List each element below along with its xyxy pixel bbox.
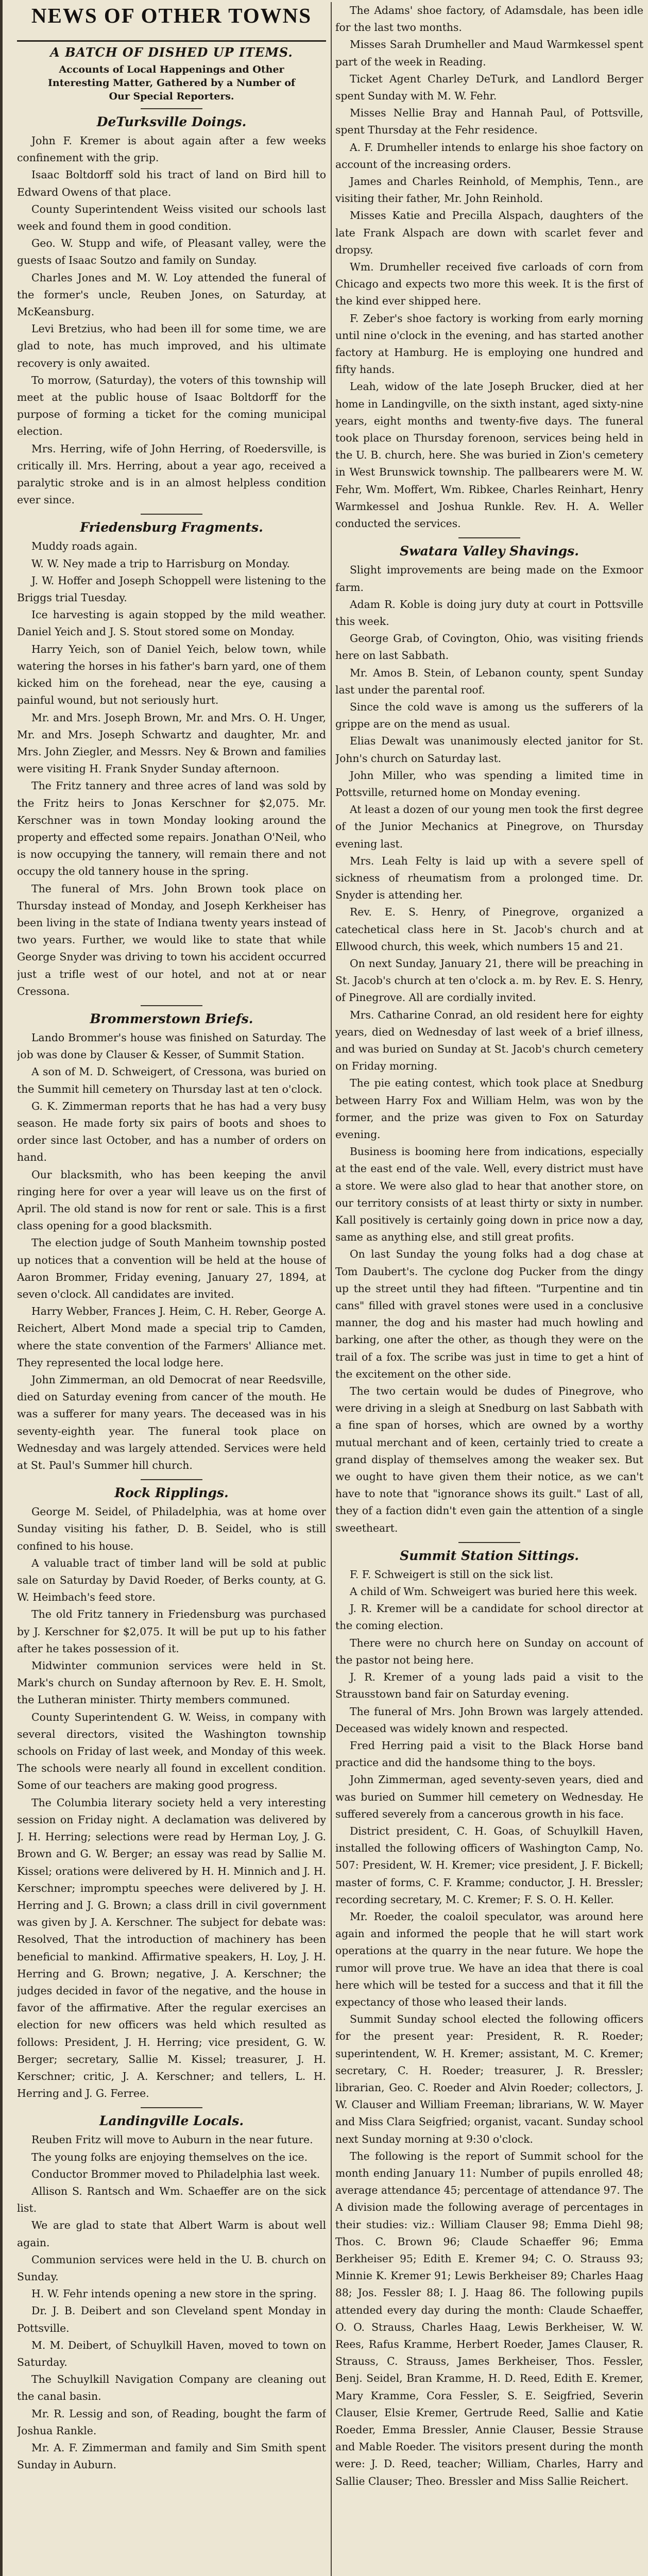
news-item: On last Sunday the young folks had a dog chase at Tom Daubert's. The cyclone dog Pucker from the dingy up the street until they had fifteen. "Turpentine and tin cans" filled with gravel stones were used in a conclusive manner, the dog and his master had much howling and barking, one after the other, as though they were on the trail of a fox. The scribe was just in time to get a hint of the excitement on the other side.	[335, 1248, 643, 1380]
news-item: Slight improvements are being made on the Exmoor farm.	[335, 564, 643, 594]
news-item: The funeral of Mrs. John Brown took place on Thursday instead of Monday, and Joseph Kerkheiser has been living in the state of Indiana twenty years instead of two years. Further, we would like to state that while George Snyder was driving to town his accident occurred just a trifle west of our hotel, and not at or near Cressona.	[17, 882, 326, 997]
news-item: Harry Yeich, son of Daniel Yeich, below town, while watering the horses in his father's barn yard, one of them kicked him on the forehead, near the eye, causing a painful wound, but not seriously hurt.	[17, 642, 326, 707]
news-item: Elias Dewalt was unanimously elected janitor for St. John's church on Saturday last.	[335, 735, 643, 765]
news-item: The two certain would be dudes of Pinegrove, who were driving in a sleigh at Snedburg on last Sabbath with a fine span of horses, which are owned by a worthy mutual merchant and of keen, certainly tried to create a grand display of themselves among the weaker sex. But we ought to have given them their notice, as we can't have to note that "ignorance shows its guilt." Last of all, they of a faction didn't even gain the attention of a single sweetheart.	[335, 1385, 643, 1534]
news-item: J. R. Kremer will be a candidate for school director at the coming election.	[335, 1602, 643, 1632]
news-item: The following is the report of Summit school for the month ending January 11: Number of pupils enrolled 48; average attendance 45; percentage of attendance 97. The A division made the following average of percentages in their studies: viz.: William Clauser 98; Emma Diehl 98; Thos. C. Brown 96; Claude Schaeffer 96; Emma Berkheiser 95; Edith E. Kremer 94; C. O. Strauss 93; Minnie K. Kremer 91; Lewis Berkheiser 89; Charles Haag 88; Jos. Fessler 88; I. J. Haag 86. The following pupils attended every day during the month: Claude Schaeffer, O. O. Strauss, Charles Haag, Lewis Berkheiser, W. W. Rees, Rafus Kramme, Herbert Roeder, James Clauser, R. Strauss, C. Strauss, James Berkheiser, Thos. Fessler, Benj. Seidel, Bran Kramme, H. D. Reed, Edith E. Kremer, Mary Kramme, Cora Fessler, S. E. Seigfried, Severin Clauser, Elsie Kremer, Gertrude Reed, Sallie and Katie Roeder, Emma Bressler, Annie Clauser, Bessie Strause and Mable Roeder. The visitors present during the month were: J. D. Reed, teacher; William, Charles, Harry and Sallie Clauser; Theo. Bressler and Miss Sallie Reichert.	[335, 2149, 643, 2487]
news-item: The old Fritz tannery in Friedensburg was purchased by J. Kerschner for $2,075. It will be put up to his father after he takes possession of it.	[17, 1608, 326, 1655]
section-heading: Landingville Locals.	[99, 2113, 244, 2129]
section-friedensburg	[17, 520, 326, 999]
news-item: John Zimmerman, aged seventy-seven years, died and was buried on Summer hill cemetery on Wednesday. He suffered severely from a cancerous growth in his face.	[335, 1773, 643, 1820]
news-item: The Fritz tannery and three acres of land was sold by the Fritz heirs to Jonas Kerschner for $2,075. Mr. Kerschner was in town Monday looking around the property and effected some repairs. Jonathan O'Neil, who is now occupying the tannery, will remain there and not occupy the old tannery house in the spring.	[17, 779, 326, 878]
news-item: County Superintendent Weiss visited our schools last week and found them in good condition.	[17, 202, 326, 233]
section-items	[335, 1566, 643, 2490]
news-item: F. F. Schweigert is still on the sick list.	[350, 1568, 554, 1581]
section-heading: Rock Ripplings.	[114, 1485, 229, 1501]
news-item: J. R. Kremer of a young lads paid a visit to the Strausstown band fair on Saturday evening.	[335, 1671, 643, 1701]
news-item: Midwinter communion services were held in St. Mark's church on Sunday afternoon by Rev. E. H. Smolt, the Lutheran minister. Thirty members communed.	[17, 1659, 326, 1706]
news-item: Mr. Amos B. Stein, of Lebanon county, spent Sunday last under the parental roof.	[335, 666, 643, 696]
news-item: Mrs. Leah Felty is laid up with a severe spell of sickness of rheumatism from a prolonged time. Dr. Snyder is attending her.	[335, 854, 643, 902]
news-item: Leah, widow of the late Joseph Brucker, died at her home in Landingville, on the sixth instant, aged sixty-nine years, eight months and twenty-five days. The funeral took place on Thursday forenoon, services being held in the U. B. church, here. She was buried in Zion's cemetery in West Brunswick township. The pallbearers were M. W. Fehr, Wm. Moffert, Wm. Ribkee, Charles Reinhart, Henry Warmkessel and Joshua Runkle. Rev. H. A. Weller conducted the services.	[335, 380, 643, 530]
deck-headline: A BATCH OF DISHED UP ITEMS.	[50, 45, 293, 60]
divider-rule	[458, 1542, 520, 1543]
news-item: Business is booming here from indications, especially at the east end of the vale. Well, every district must have a store. We were also glad to hear that another store, on our territory consists of at least thirty or sixty in number. Kall positively is certainly going down in price now a day, same as anything else, and still great profits.	[335, 1145, 643, 1244]
section-deturksville	[17, 114, 326, 509]
news-item: Dr. J. B. Deibert and son Cleveland spent Monday in Pottsville.	[17, 2304, 326, 2334]
news-item: Misses Nellie Bray and Hannah Paul, of Pottsville, spent Thursday at the Fehr residence.	[335, 107, 643, 137]
news-item: Adam R. Koble is doing jury duty at court in Pottsville this week.	[335, 598, 643, 628]
right-column	[335, 2, 643, 2576]
news-item: Summit Sunday school elected the following officers for the present year: President, R. R. Roeder; superintendent, W. H. Kremer; assistant, M. C. Kremer; secretary, C. H. Roeder; treasurer, J. R. Bressler; librarian, Geo. C. Roeder and Alvin Roeder; collectors, J. W. Clauser and William Freeman; librarians, W. W. Mayer and Miss Clara Seigfried; organist, vacant. Sunday school next Sunday morning at 9:30 o'clock.	[335, 2013, 643, 2145]
page-title: NEWS OF OTHER TOWNS	[31, 4, 312, 27]
news-item: Mrs. Catharine Conrad, an old resident here for eighty years, died on Wednesday of last week of a brief illness, and was buried on Sunday at St. Jacob's church cemetery on Friday morning.	[335, 1008, 643, 1073]
divider-rule	[141, 2107, 202, 2108]
news-item: Mrs. Herring, wife of John Herring, of Roedersville, is critically ill. Mrs. Herring, about a year ago, received a paralytic stroke and is in an almost helpless condition ever since.	[17, 442, 326, 506]
left-column	[17, 40, 326, 2576]
news-item: F. Zeber's shoe factory is working from early morning until nine o'clock in the evening, and has started another factory at Hamburg. He is employing one hundred and fifty hands.	[335, 312, 643, 376]
news-item: J. W. Hoffer and Joseph Schoppell were listening to the Briggs trial Tuesday.	[17, 574, 326, 604]
news-item: Communion services were held in the U. B. church on Sunday.	[17, 2253, 326, 2283]
news-item: County Superintendent G. W. Weiss, in company with several directors, visited the Washington township schools on Friday of last week, and Monday of this week. The schools were nearly all found in excellent condition. Some of our teachers are making good progress.	[17, 1710, 326, 1792]
news-item: H. W. Fehr intends opening a new store in the spring.	[31, 2287, 317, 2300]
news-item: Ticket Agent Charley DeTurk, and Landlord Berger spent Sunday with M. W. Fehr.	[335, 72, 643, 103]
news-item: The young folks are enjoying themselves on the ice.	[31, 2150, 308, 2163]
divider-rule	[141, 514, 202, 515]
news-item: John F. Kremer is about again after a few weeks confinement with the grip.	[17, 134, 326, 164]
section-heading: Friedensburg Fragments.	[80, 520, 263, 535]
news-item: Mr. Roeder, the coaloil speculator, was around here again and informed the people that he will start work operations at the quarry in the near future. We hope the rumor will prove true. We have an idea that there is coal here which will be tested for a success and that it fill the expectancy of those who leased their lands.	[335, 1910, 643, 2008]
section-items	[335, 2, 643, 532]
news-item: Allison S. Rantsch and Wm. Schaeffer are on the sick list.	[17, 2184, 326, 2215]
news-item: Isaac Boltdorff sold his tract of land on Bird hill to Edward Owens of that place.	[17, 168, 326, 198]
column-divider	[331, 2, 332, 2576]
news-item: At least a dozen of our young men took the first degree of the Junior Mechanics at Pinegrove, on Thursday evening last.	[335, 803, 643, 850]
news-item: G. K. Zimmerman reports that he has had a very busy season. He made forty six pairs of boots and shoes to order since last October, and has a number of orders on hand.	[17, 1099, 326, 1164]
news-item: The Columbia literary society held a very interesting session on Friday night. A declamation was delivered by J. H. Herring; selections were read by Herman Loy, J. G. Brown and G. W. Berger; an essay was read by Sallie M. Kissel; orations were delivered by H. H. Minnich and J. H. Kerschner; impromptu speeches were delivered by J. H. Herring and J. G. Brown; a class drill in civil government was given by J. A. Kerschner. The subject for debate was: Resolved, That the introduction of machinery has been beneficial to mankind. Affirmative speakers, H. Loy, J. H. Herring and G. Brown; negative, J. A. Kerschner; the judges decided in favor of the negative, and the house in favor of the affirmative. After the regular exercises an election for new officers was held which resulted as follows: President, J. H. Herring; vice president, G. W. Berger; secretary, Sallie M. Kissel; treasurer, J. H. Kerschner; critic, J. A. Kerschner; and tellers, L. H. Herring and J. G. Ferree.	[17, 1796, 326, 2100]
section-summit-station	[335, 1548, 643, 2490]
news-item: A child of Wm. Schweigert was buried here this week.	[350, 1585, 638, 1598]
section-items	[17, 1029, 326, 1474]
section-items	[17, 2131, 326, 2473]
section-landingville	[17, 2113, 326, 2473]
news-item: Reuben Fritz will move to Auburn in the near future.	[31, 2133, 313, 2146]
news-item: Fred Herring paid a visit to the Black Horse band practice and did the handsome thing to the boys.	[335, 1739, 643, 1769]
news-item: District president, C. H. Goas, of Schuylkill Haven, installed the following officers of Washington Camp, No. 507: President, W. H. Kremer; vice president, J. F. Bickell; master of forms, C. F. Kramme; conductor, J. H. Bressler; recording secretary, M. C. Kremer; F. S. O. H. Keller.	[335, 1824, 643, 1906]
news-item: Wm. Drumheller received five carloads of corn from Chicago and expects two more this week. It is the first of the kind ever shipped here.	[335, 261, 643, 308]
news-item: Misses Sarah Drumheller and Maud Warmkessel spent part of the week in Reading.	[335, 38, 643, 68]
section-heading: DeTurksville Doings.	[96, 114, 247, 129]
news-item: On next Sunday, January 21, there will be preaching in St. Jacob's church at ten o'clock a. m. by Rev. E. S. Henry, of Pinegrove. All are cordially invited.	[335, 957, 643, 1004]
news-item: We are glad to state that Albert Warm is about well again.	[17, 2219, 326, 2249]
news-item: The Schuylkill Navigation Company are cleaning out the canal basin.	[17, 2373, 326, 2403]
news-item: Mr. R. Lessig and son, of Reading, bought the farm of Joshua Rankle.	[17, 2407, 326, 2437]
news-item: W. W. Ney made a trip to Harrisburg on Monday.	[31, 557, 290, 570]
section-heading: Swatara Valley Shavings.	[400, 544, 579, 559]
news-item: Since the cold wave is among us the sufferers of la grippe are on the mend as usual.	[335, 700, 643, 731]
section-items	[17, 1503, 326, 2102]
section-items	[335, 562, 643, 1537]
news-item: John Miller, who was spending a limited time in Pottsville, returned home on Monday evening.	[335, 769, 643, 799]
section-brommerstown	[17, 1011, 326, 1474]
news-item: Geo. W. Stupp and wife, of Pleasant valley, were the guests of Isaac Soutzo and family on Sunday.	[17, 237, 326, 267]
news-item: The funeral of Mrs. John Brown was largely attended. Deceased was widely known and respected.	[335, 1705, 643, 1735]
divider-rule	[141, 108, 202, 109]
news-item: The Adams' shoe factory, of Adamsdale, has been idle for the last two months.	[335, 4, 643, 34]
news-item: Misses Katie and Precilla Alspach, daughters of the late Frank Alspach are down with scarlet fever and dropsy.	[335, 209, 643, 256]
news-item: Rev. E. S. Henry, of Pinegrove, organized a catechetical class here in St. Jacob's church and at Ellwood church, this week, which numbers 15 and 21.	[335, 906, 643, 953]
section-heading: Summit Station Sittings.	[400, 1548, 579, 1563]
news-item: A valuable tract of timber land will be sold at public sale on Saturday by David Roeder, of Berks county, at G. W. Heimbach's feed store.	[17, 1556, 326, 1604]
news-item: M. M. Deibert, of Schuylkill Haven, moved to town on Saturday.	[17, 2338, 326, 2368]
section-heading: Brommerstown Briefs.	[90, 1011, 253, 1026]
section-rock-ripplings	[17, 1485, 326, 2102]
section-swatara	[335, 544, 643, 1537]
news-item: George Grab, of Covington, Ohio, was visiting friends here on last Sabbath.	[335, 632, 643, 662]
section-items	[17, 132, 326, 509]
news-item: Ice harvesting is again stopped by the mild weather. Daniel Yeich and J. S. Stout stored some on Monday.	[17, 608, 326, 638]
divider-rule	[141, 1479, 202, 1480]
news-item: Lando Brommer's house was finished on Saturday. The job was done by Clauser & Kesser, of Summit Station.	[17, 1031, 326, 1061]
divider-rule	[141, 1005, 202, 1006]
news-item: George M. Seidel, of Philadelphia, was at home over Sunday visiting his father, D. B. Seidel, who is still confined to his house.	[17, 1505, 326, 1552]
news-item: The pie eating contest, which took place at Snedburg between Harry Fox and William Helm, was won by the former, and the prize was given to Fox on Saturday evening.	[335, 1077, 643, 1141]
news-item: John Zimmerman, an old Democrat of near Reedsville, died on Saturday evening from cancer of the mouth. He was a sufferer for many years. The deceased was in his seventy-eighth year. The funeral took place on Wednesday and was largely attended. Services were held at St. Paul's Summer hill church.	[17, 1374, 326, 1472]
news-item: Muddy roads again.	[31, 540, 138, 553]
news-item: The election judge of South Manheim township posted up notices that a convention will be held at the house of Aaron Brommer, Friday evening, January 27, 1894, at seven o'clock. All candidates are invited.	[17, 1236, 326, 1300]
deck-subheadline: Accounts of Local Happenings and Other Interesting Matter, Gathered by a Number of Our Special Reporters.	[47, 64, 296, 102]
section-items	[17, 538, 326, 999]
news-item: Levi Bretzius, who had been ill for some time, we are glad to note, has much improved, and his ultimate recovery is only awaited.	[17, 323, 326, 369]
section-landingville-continued	[335, 2, 643, 532]
news-item: James and Charles Reinhold, of Memphis, Tenn., are visiting their father, Mr. John Reinhold.	[335, 175, 643, 205]
news-item: There were no church here on Sunday on account of the pastor not being here.	[335, 1636, 643, 1666]
news-item: A son of M. D. Schweigert, of Cressona, was buried on the Summit hill cemetery on Thursday last at ten o'clock.	[17, 1065, 326, 1095]
news-item: Conductor Brommer moved to Philadelphia last week.	[31, 2167, 320, 2180]
news-item: Mr. and Mrs. Joseph Brown, Mr. and Mrs. O. H. Unger, Mr. and Mrs. Joseph Schwartz and daughter, Mr. and Mrs. John Ziegler, and Messrs. Ney & Brown and families were visiting H. Frank Snyder Sunday afternoon.	[17, 711, 326, 775]
news-item: To morrow, (Saturday), the voters of this township will meet at the public house of Isaac Boltdorff for the purpose of forming a ticket for the coming municipal election.	[17, 374, 326, 438]
news-item: Mr. A. F. Zimmerman and family and Sim Smith spent Sunday in Auburn.	[17, 2442, 326, 2471]
news-item: Our blacksmith, who has been keeping the anvil ringing here for over a year will leave us on the first of April. The old stand is now for rent or sale. This is a first class opening for a good blacksmith.	[17, 1168, 326, 1232]
news-item: Charles Jones and M. W. Loy attended the funeral of the former's uncle, Reuben Jones, on Saturday, at McKeansburg.	[17, 271, 326, 318]
news-item: Harry Webber, Frances J. Heim, C. H. Reber, George A. Reichert, Albert Mond made a special trip to Camden, where the state convention of the Farmers' Alliance met. They represented the local lodge here.	[17, 1305, 326, 1369]
news-item: A. F. Drumheller intends to enlarge his shoe factory on account of the increasing orders.	[335, 141, 643, 171]
divider-rule	[458, 537, 520, 538]
title-rule	[17, 40, 326, 42]
